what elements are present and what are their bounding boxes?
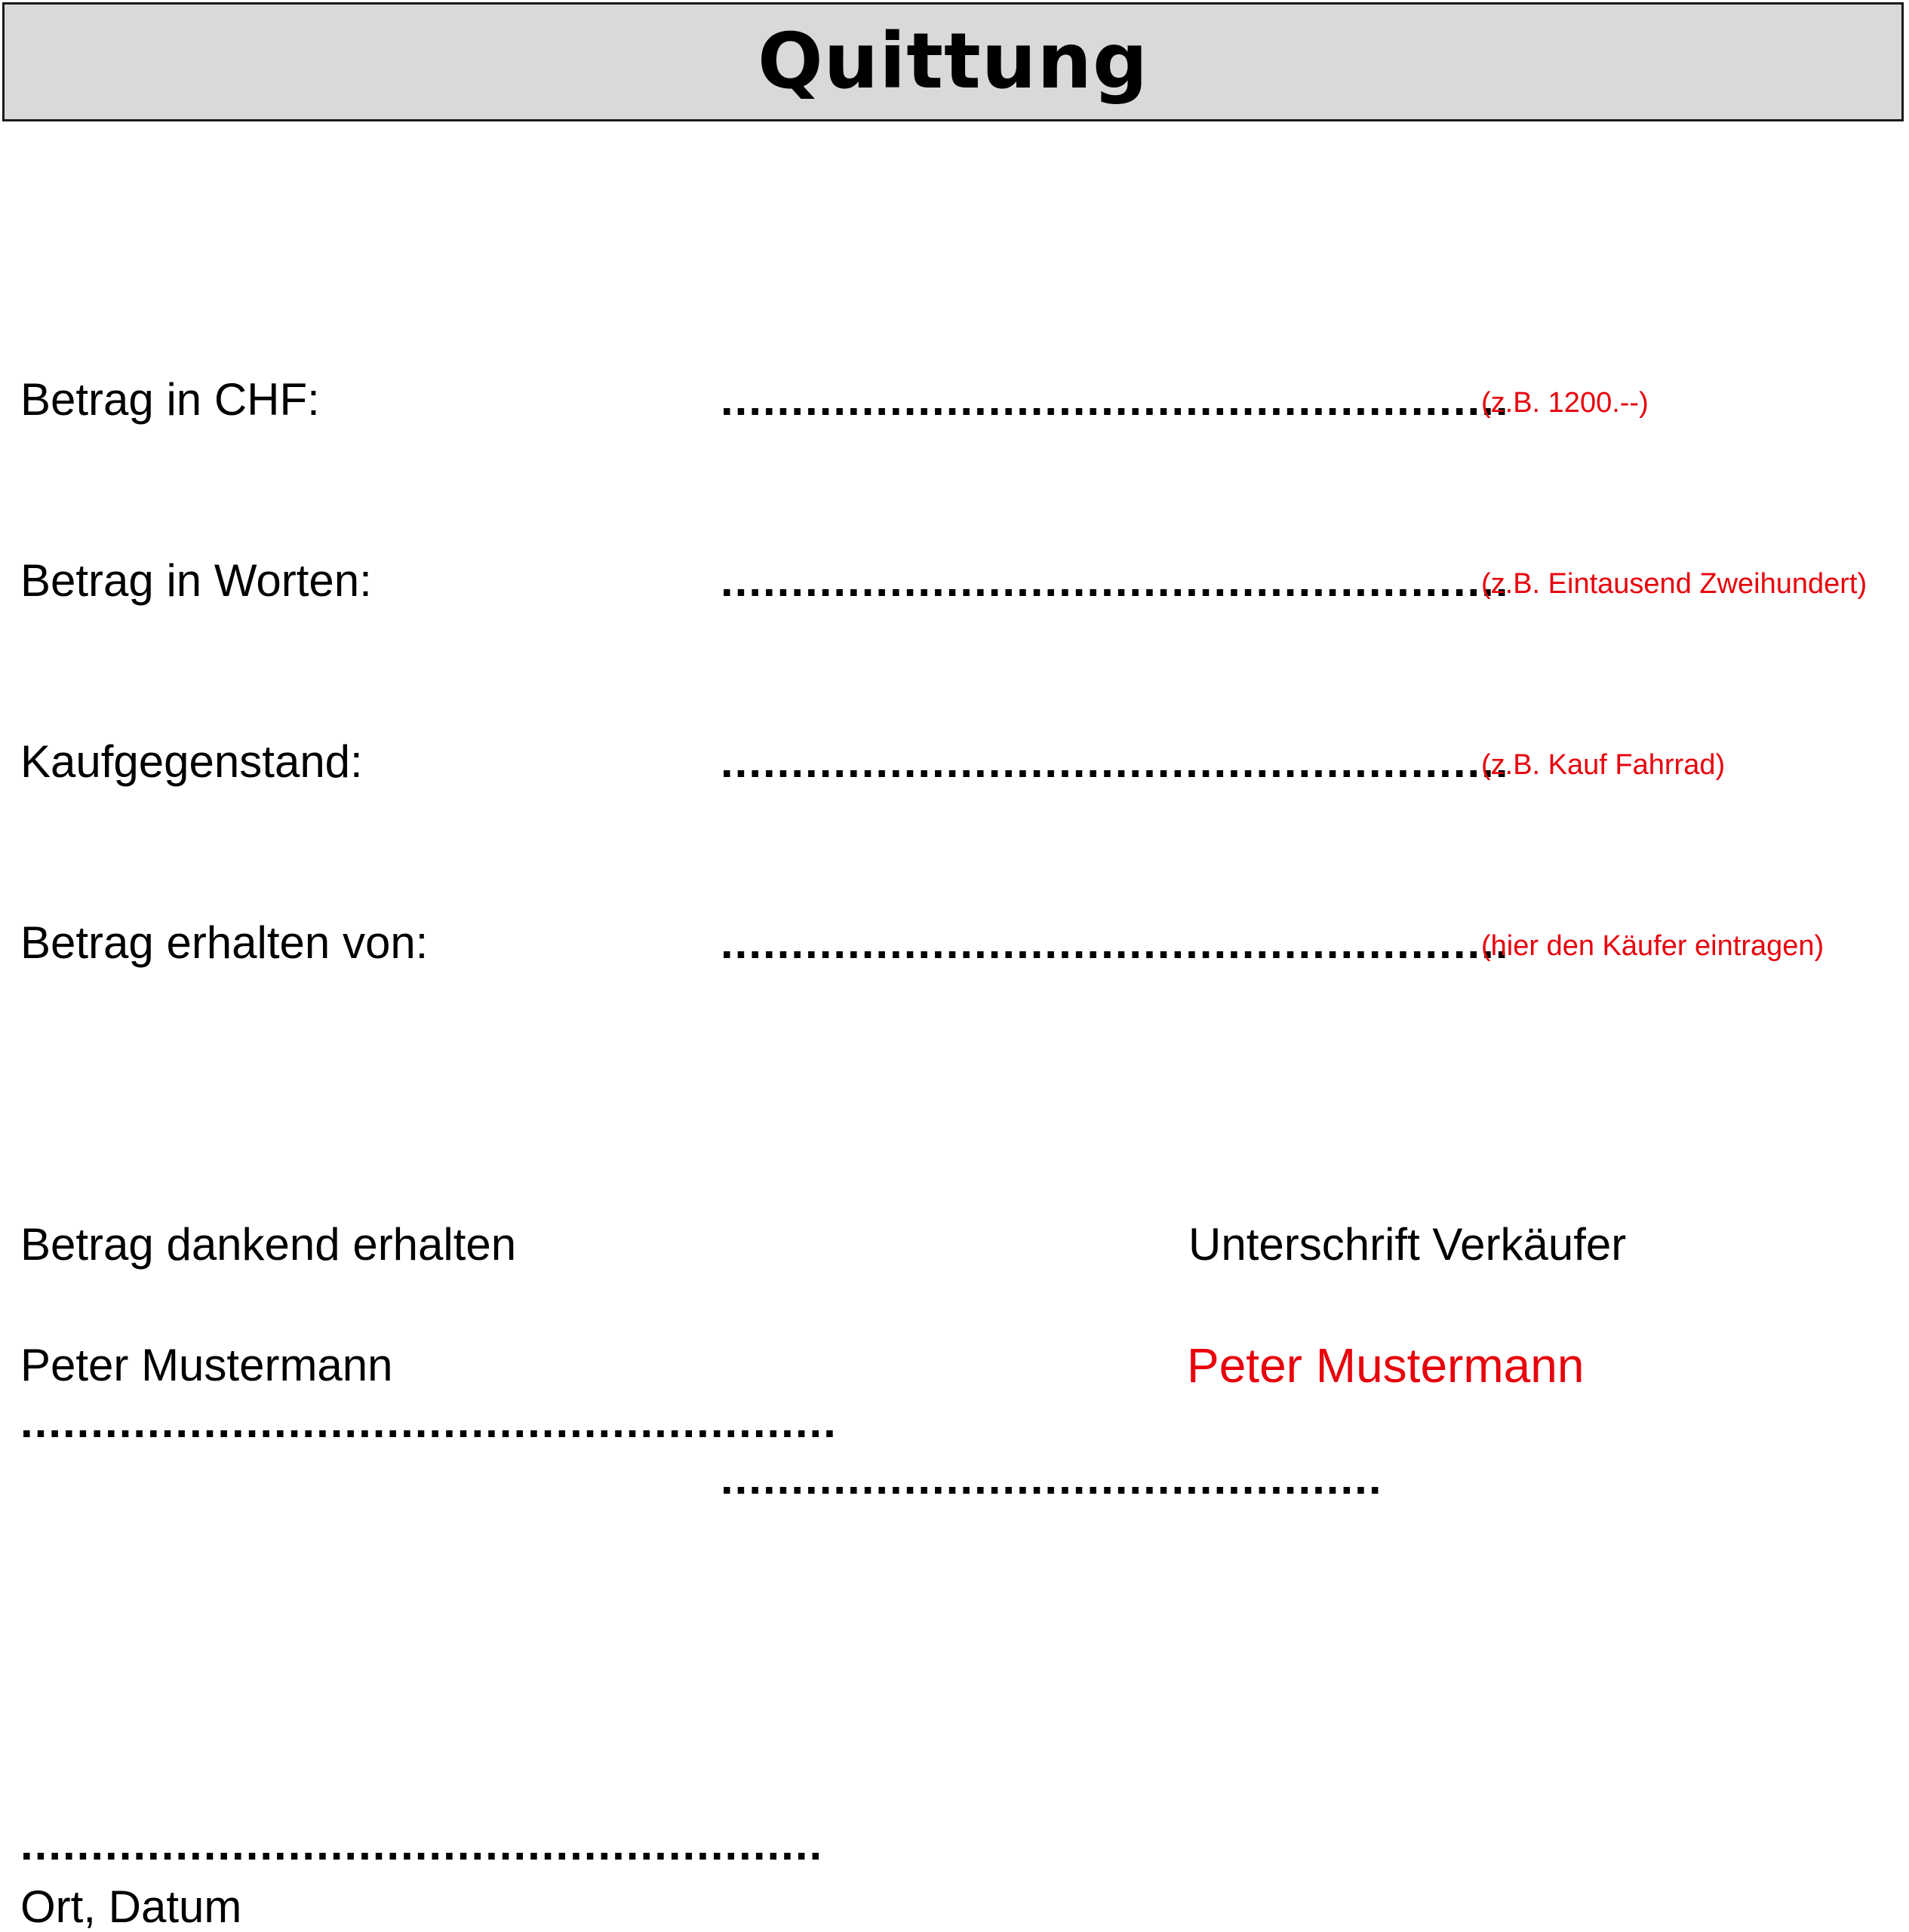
seller-signature-line[interactable]: ............................................... <box>721 1453 1383 1504</box>
field-dotted-line-purchase-item[interactable]: ........................................................ <box>721 736 1510 787</box>
place-date-label: Ort, Datum <box>20 1881 242 1932</box>
seller-name-signature: Peter Mustermann <box>1187 1338 1585 1393</box>
field-dotted-line-received-from[interactable]: ........................................................ <box>721 917 1510 968</box>
field-hint-amount-chf: (z.B. 1200.--) <box>1481 387 1649 419</box>
page-title: Quittung <box>757 17 1149 106</box>
buyer-name: Peter Mustermann <box>20 1340 393 1390</box>
field-hint-received-from: (hier den Käufer eintragen) <box>1481 930 1824 962</box>
field-label-amount-chf: Betrag in CHF: <box>20 374 320 425</box>
field-dotted-line-amount-words[interactable]: ........................................................ <box>721 555 1510 606</box>
field-label-purchase-item: Kaufgegenstand: <box>20 736 363 787</box>
field-dotted-line-amount-chf[interactable]: ........................................................ <box>721 374 1510 425</box>
seller-signature-label: Unterschrift Verkäufer <box>1188 1219 1627 1270</box>
field-hint-amount-words: (z.B. Eintausend Zweihundert) <box>1481 568 1868 600</box>
buyer-signature-line[interactable]: .......................................................... <box>20 1396 838 1447</box>
field-label-amount-words: Betrag in Worten: <box>20 555 372 606</box>
place-date-line[interactable]: ......................................................... <box>20 1819 824 1869</box>
field-label-received-from: Betrag erhalten von: <box>20 917 429 968</box>
field-hint-purchase-item: (z.B. Kauf Fahrrad) <box>1481 749 1726 781</box>
title-box <box>2 2 1904 121</box>
received-thanks-label: Betrag dankend erhalten <box>20 1219 517 1270</box>
